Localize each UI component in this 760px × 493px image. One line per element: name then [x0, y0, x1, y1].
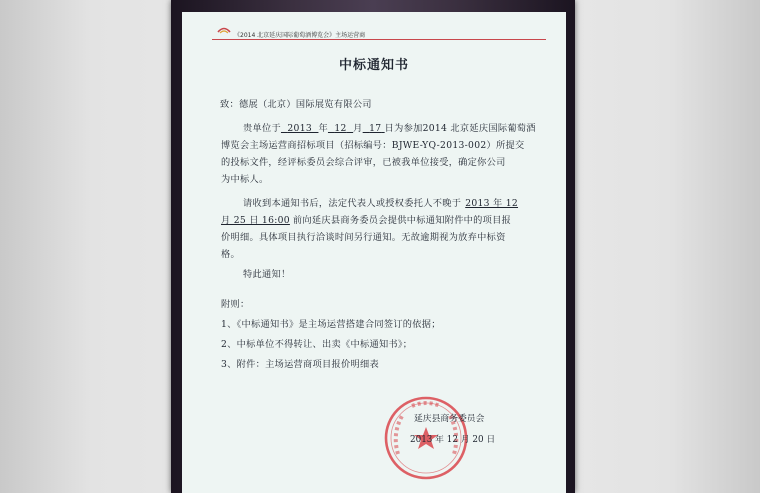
signature-date: 2013 年 12 月 20 日: [410, 435, 496, 445]
p1-text-a: 贵单位于: [243, 123, 281, 134]
deadline-year-month: 2013 年 12: [465, 198, 519, 209]
paragraph-2-line-2: [221, 212, 511, 226]
signature-org: 延庆县商务委员会: [414, 414, 485, 424]
recipient-line: 致：德展（北京）国际展览有限公司: [220, 99, 372, 110]
expo-logo-icon: [217, 25, 231, 34]
p1-text-c: 月: [353, 123, 363, 134]
page-title: 中标通知书: [338, 58, 409, 73]
paragraph-1-line-4: 为中标人。: [221, 174, 269, 185]
paragraph-2-line-1: [243, 195, 518, 209]
deadline-day-time: 月 25 日 16:00: [221, 215, 290, 226]
paragraph-2-line-3: 价明细。具体项目执行洽谈时间另行通知。无故逾期视为放弃中标资: [221, 232, 506, 243]
p1-text-b: 年: [318, 123, 328, 134]
p2-text-a: 请收到本通知书后，法定代表人或授权委托人不晚于: [243, 198, 462, 209]
award-month: 12: [334, 123, 347, 134]
award-day: 17: [369, 123, 382, 134]
header-divider: [212, 39, 546, 40]
p2-text-b: 前向延庆县商务委员会提供中标通知附件中的项目报: [292, 215, 512, 226]
attachments-heading: 附则：: [221, 299, 250, 310]
header-text: 《2014 北京延庆国际葡萄酒博览会》主场运营商: [234, 32, 366, 39]
closing-line: 特此通知！: [243, 269, 291, 280]
paragraph-1-line-1: [243, 120, 536, 134]
award-year: 2013: [287, 123, 312, 134]
paragraph-2-line-4: 格。: [221, 249, 240, 260]
paragraph-1-line-3: 的投标文件，经评标委员会综合评审，已被我单位接受，确定你公司: [221, 157, 506, 168]
attachment-item-2: 2、中标单位不得转让、出卖《中标通知书》；: [221, 339, 413, 350]
document-paper: [182, 12, 566, 493]
paragraph-1-line-2: 博览会主场运营商招标项目（招标编号：BJWE-YQ-2013-002）所提交: [221, 140, 525, 151]
attachment-item-3: 3、附件：主场运营商项目报价明细表: [221, 359, 379, 370]
p1-text-d: 日为参加2014 北京延庆国际葡萄酒: [384, 123, 536, 134]
attachment-item-1: 1、《中标通知书》是主场运营搭建合同签订的依据；: [221, 319, 441, 330]
